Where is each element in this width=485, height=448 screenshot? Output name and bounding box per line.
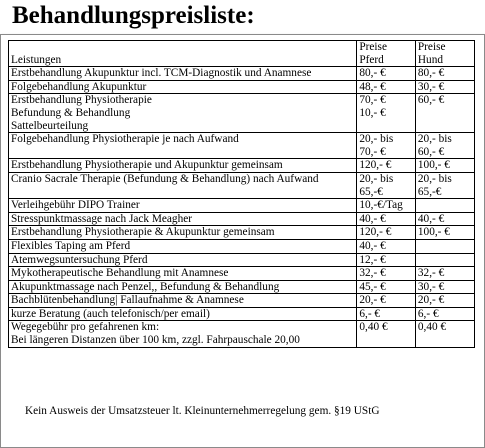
tax-note: Kein Ausweis der Umsatzsteuer lt. Kleinunternehmerregelung gem. §19 UStG [25, 405, 380, 417]
service-cell-line: Mykotherapeutische Behandlung mit Anamnese [11, 267, 229, 280]
horse-price-cell-line: 20,- bis [359, 172, 394, 185]
horse-price-cell [357, 212, 416, 226]
service-cell-line: kurze Beratung (auch telefonisch/per email) [11, 307, 210, 320]
dog-price-cell-line: 20,- € [417, 294, 445, 307]
table-row [9, 280, 475, 294]
service-cell [9, 172, 357, 198]
dog-price-cell [415, 172, 474, 198]
horse-price-cell [357, 159, 416, 173]
dog-price-cell [415, 321, 474, 347]
dog-price-cell-line: 6,- € [417, 307, 439, 320]
service-cell [9, 253, 357, 267]
table-row [9, 212, 475, 226]
table-row [9, 133, 475, 159]
horse-price-cell [357, 80, 416, 94]
service-cell-line: Atemwegsuntersuchung Pferd [11, 253, 148, 266]
horse-price-cell [357, 226, 416, 240]
horse-price-cell-line: 32,- € [359, 267, 386, 280]
table-row [9, 267, 475, 281]
horse-price-cell-line: 40,- € [359, 239, 386, 252]
horse-price-cell-line: 6,- € [359, 307, 381, 320]
horse-price-cell [357, 321, 416, 347]
page-title: Behandlungspreisliste: [12, 2, 255, 29]
dog-price-cell [415, 67, 474, 81]
table-row [9, 321, 475, 347]
service-cell [9, 280, 357, 294]
horse-price-cell-line: 120,- € [359, 159, 392, 172]
horse-price-cell-line: 10,- € [359, 106, 386, 119]
dog-price-cell [415, 267, 474, 281]
header-horse-price [357, 41, 416, 67]
service-cell [9, 294, 357, 308]
dog-price-cell [415, 133, 474, 159]
horse-price-cell-line: 10,-€/Tag [359, 199, 403, 212]
service-cell-line: Sattelbeurteilung [11, 119, 89, 132]
service-cell [9, 239, 357, 253]
header-service-label: Leistungen [11, 53, 62, 66]
horse-price-cell [357, 267, 416, 281]
horse-price-cell-line: 120,- € [359, 226, 392, 239]
horse-price-cell-line: 20,- € [359, 294, 386, 307]
horse-price-cell [357, 307, 416, 321]
dog-price-cell [415, 212, 474, 226]
horse-price-cell-line: 20,- bis [359, 133, 394, 146]
dog-price-cell-line: 20,- bis [417, 172, 452, 185]
header-service [9, 41, 357, 67]
horse-price-cell-line: 0,40 € [359, 321, 388, 334]
service-cell-line: Erstbehandlung Physiotherapie und Akupunktur gemeinsam [11, 159, 283, 172]
price-table [8, 40, 475, 348]
dog-price-cell [415, 253, 474, 267]
table-row [9, 307, 475, 321]
table-row [9, 253, 475, 267]
table-row [9, 199, 475, 213]
service-cell [9, 94, 357, 133]
horse-price-cell [357, 172, 416, 198]
dog-price-cell-line: 60,- € [417, 94, 445, 107]
service-cell [9, 321, 357, 347]
service-cell-line: Wegegebühr pro gefahrenen km: [11, 321, 160, 334]
service-cell-line: Erstbehandlung Physiotherapie [11, 94, 152, 107]
horse-price-cell-line: 80,- € [359, 67, 386, 80]
horse-price-cell-line: 70,- € [359, 94, 386, 107]
service-cell-line: Folgebehandlung Physiotherapie je nach Aufwand [11, 133, 239, 146]
service-cell-line: Bachblütenbehandlung| Fallaufnahme & Anamnese [11, 294, 244, 307]
table-row [9, 94, 475, 133]
horse-price-cell-line: 12,- € [359, 253, 386, 266]
dog-price-cell-line: 65,-€ [417, 185, 442, 198]
header-dog-line1: Preise [417, 41, 446, 53]
horse-price-cell [357, 67, 416, 81]
horse-price-cell-line: 48,- € [359, 80, 386, 93]
horse-price-cell [357, 280, 416, 294]
dog-price-cell [415, 239, 474, 253]
service-cell-line: Cranio Sacrale Therapie (Befundung & Behandlung) nach Aufwand [11, 172, 319, 185]
service-cell-line: Stresspunktmassage nach Jack Meagher [11, 212, 193, 225]
table-header-row [9, 41, 475, 67]
header-dog-price [415, 41, 474, 67]
dog-price-cell-line: 32,- € [417, 267, 445, 280]
service-cell [9, 159, 357, 173]
service-cell [9, 212, 357, 226]
header-horse-line1: Preise [359, 41, 387, 53]
service-cell [9, 80, 357, 94]
dog-price-cell-line: 100,- € [417, 226, 450, 239]
dog-price-cell [415, 159, 474, 173]
table-row [9, 294, 475, 308]
dog-price-cell-line: 0,40 € [417, 321, 447, 334]
horse-price-cell-line: 70,- € [359, 145, 386, 158]
service-cell-line: Befundung & Behandlung [11, 106, 131, 119]
service-cell-line: Bei längeren Distanzen über 100 km, zzgl. Fahrpauschale 20,00 [11, 334, 300, 347]
dog-price-cell [415, 226, 474, 240]
service-cell [9, 133, 357, 159]
table-row [9, 67, 475, 81]
service-cell [9, 67, 357, 81]
service-cell-line: Folgebehandlung Akupunktur [11, 80, 147, 93]
horse-price-cell-line: 65,-€ [359, 185, 383, 198]
dog-price-cell-line: 30,- € [417, 80, 445, 93]
service-cell-line: Erstbehandlung Physiotherapie & Akupunktur gemeinsam [11, 226, 275, 239]
dog-price-cell-line: 40,- € [417, 212, 445, 225]
dog-price-cell [415, 280, 474, 294]
table-row [9, 159, 475, 173]
horse-price-cell [357, 94, 416, 133]
service-cell [9, 267, 357, 281]
dog-price-cell-line: 100,- € [417, 159, 450, 172]
service-cell-line: Akupunktmassage nach Penzel,, Befundung & Behandlung [11, 280, 280, 293]
service-cell-line: Verleihgebühr DIPO Trainer [11, 199, 140, 212]
dog-price-cell [415, 307, 474, 321]
horse-price-cell [357, 199, 416, 213]
horse-price-cell-line: 45,- € [359, 280, 386, 293]
dog-price-cell [415, 94, 474, 133]
header-horse-line2: Pferd [359, 53, 384, 66]
table-row [9, 239, 475, 253]
service-cell-line: Flexibles Taping am Pferd [11, 239, 131, 252]
dog-price-cell-line: 80,- € [417, 67, 445, 80]
table-row [9, 172, 475, 198]
service-cell [9, 199, 357, 213]
service-cell [9, 307, 357, 321]
dog-price-cell [415, 80, 474, 94]
dog-price-cell-line: 30,- € [417, 280, 445, 293]
horse-price-cell [357, 133, 416, 159]
dog-price-cell-line: 60,- € [417, 145, 445, 158]
dog-price-cell [415, 199, 474, 213]
horse-price-cell [357, 294, 416, 308]
header-dog-line2: Hund [417, 53, 443, 66]
horse-price-cell [357, 253, 416, 267]
horse-price-cell [357, 239, 416, 253]
table-row [9, 80, 475, 94]
table-row [9, 226, 475, 240]
service-cell [9, 226, 357, 240]
horse-price-cell-line: 40,- € [359, 212, 386, 225]
dog-price-cell [415, 294, 474, 308]
dog-price-cell-line: 20,- bis [417, 133, 452, 146]
service-cell-line: Erstbehandlung Akupunktur incl. TCM-Diagnostik und Anamnese [11, 67, 312, 80]
